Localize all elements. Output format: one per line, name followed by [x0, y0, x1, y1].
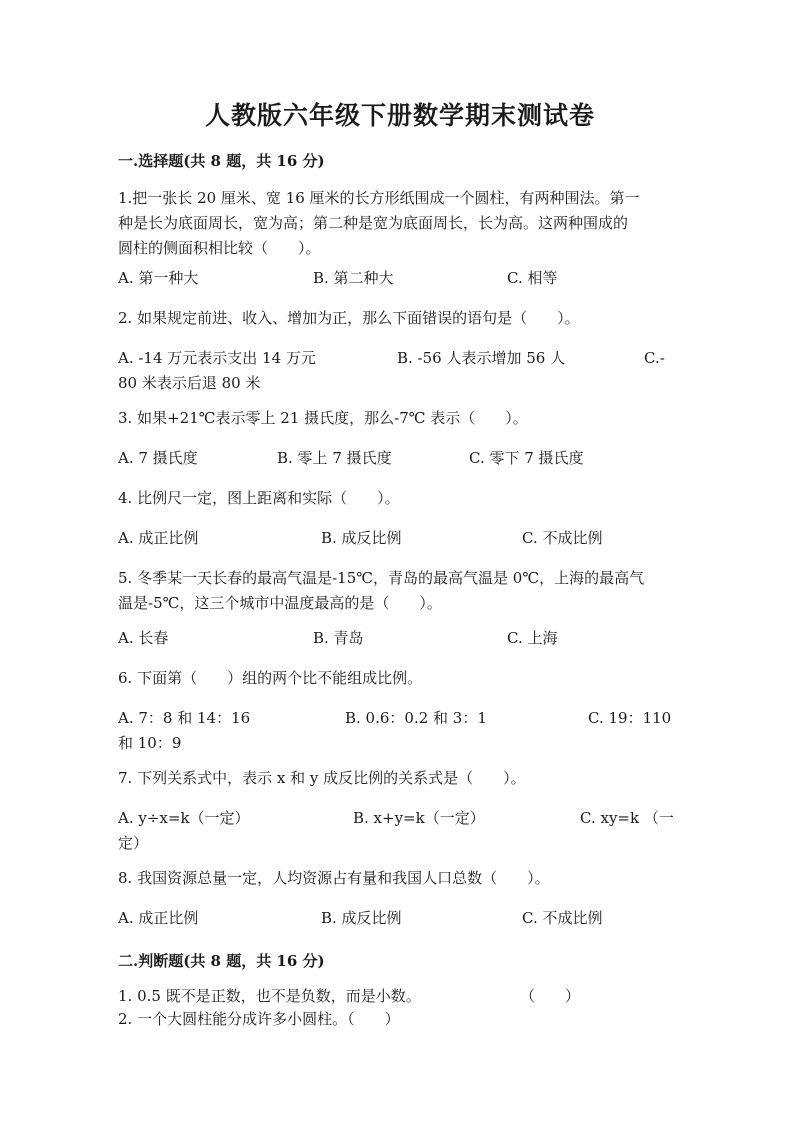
option-b: B. -56 人表示增加 56 人 — [397, 349, 566, 367]
section-heading-choice: 一.选择题(共 8 题，共 16 分) — [118, 152, 325, 170]
option-a: A. y÷x=k（一定） — [118, 809, 250, 827]
question-5 — [118, 566, 678, 616]
section-heading-judgement: 二.判断题(共 8 题，共 16 分) — [118, 952, 325, 970]
option-c: C. 零下 7 摄氏度 — [469, 449, 584, 467]
question-line: 3. 如果+21℃表示零上 21 摄氏度，那么-7℃ 表示（ ）。 — [118, 409, 528, 427]
question-8 — [118, 866, 678, 891]
answer-blank: （ ） — [520, 987, 581, 1005]
option-c: C.- — [644, 349, 665, 367]
option-a: A. 7 摄氏度 — [118, 449, 198, 467]
option-b: B. 成反比例 — [321, 909, 402, 927]
judgement-item-1: 1. 0.5 既不是正数，也不是负数，而是小数。 — [118, 987, 421, 1005]
option-a: A. 成正比例 — [118, 529, 199, 547]
option-c-continued: 80 米表示后退 80 米 — [118, 374, 261, 392]
option-c: C. 19：110 — [588, 709, 672, 727]
page-title: 人教版六年级下册数学期末测试卷 — [204, 101, 595, 130]
option-b: B. x+y=k（一定） — [353, 809, 485, 827]
option-c: C. xy=k （一 — [580, 809, 674, 827]
option-b: B. 第二种大 — [313, 269, 394, 287]
option-a: A. -14 万元表示支出 14 万元 — [118, 349, 316, 367]
option-a: A. 长春 — [118, 629, 169, 647]
question-7 — [118, 766, 678, 791]
question-line: 6. 下面第（ ）组的两个比不能组成比例。 — [118, 669, 423, 687]
option-c: C. 相等 — [507, 269, 558, 287]
option-c: C. 不成比例 — [522, 529, 603, 547]
question-line: 温是-5℃，这三个城市中温度最高的是（ ）。 — [118, 594, 442, 612]
option-c: C. 上海 — [507, 629, 558, 647]
question-6 — [118, 666, 678, 691]
question-line: 7. 下列关系式中，表示 x 和 y 成反比例的关系式是（ ）。 — [118, 769, 526, 787]
question-2 — [118, 306, 678, 331]
question-3 — [118, 406, 678, 431]
question-line: 2. 如果规定前进、收入、增加为正，那么下面错误的语句是（ ）。 — [118, 309, 580, 327]
option-a: A. 7：8 和 14：16 — [118, 709, 251, 727]
question-4 — [118, 486, 678, 511]
option-c: C. 不成比例 — [522, 909, 603, 927]
option-a: A. 成正比例 — [118, 909, 199, 927]
option-b: B. 0.6：0.2 和 3：1 — [345, 709, 487, 727]
question-line: 1.把一张长 20 厘米、宽 16 厘米的长方形纸围成一个圆柱，有两种围法。第一 — [118, 189, 640, 207]
option-c-continued: 定） — [118, 834, 149, 852]
option-b: B. 成反比例 — [321, 529, 402, 547]
question-line: 4. 比例尺一定，图上距离和实际（ ）。 — [118, 489, 400, 507]
option-b: B. 青岛 — [313, 629, 364, 647]
question-line: 5. 冬季某一天长春的最高气温是-15℃，青岛的最高气温是 0℃，上海的最高气 — [118, 569, 645, 587]
question-line: 种是长为底面周长，宽为高；第二种是宽为底面周长，长为高。这两种围成的 — [118, 214, 629, 232]
question-1 — [118, 186, 678, 261]
question-line: 圆柱的侧面积相比较（ ）。 — [118, 239, 321, 257]
question-line: 8. 我国资源总量一定，人均资源占有量和我国人口总数（ ）。 — [118, 869, 550, 887]
option-b: B. 零上 7 摄氏度 — [277, 449, 392, 467]
option-c-continued: 和 10：9 — [118, 734, 182, 752]
option-a: A. 第一种大 — [118, 269, 199, 287]
judgement-item-2: 2. 一个大圆柱能分成许多小圆柱。（ ） — [118, 1010, 400, 1028]
